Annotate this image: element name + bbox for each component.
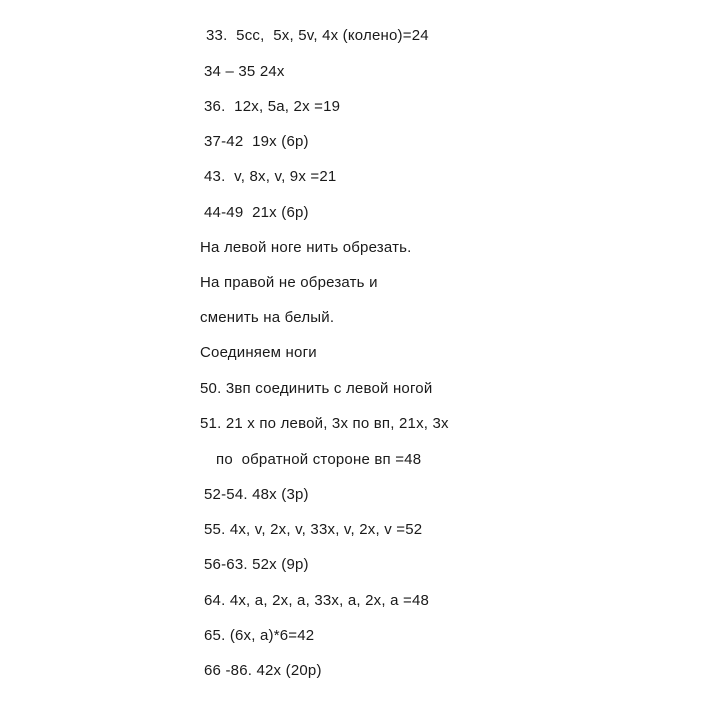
instruction-left-leg: На левой ноге нить обрезать.: [200, 239, 412, 256]
pattern-row-65: 65. (6х, а)*6=42: [204, 627, 315, 644]
pattern-row-33: 33. 5сс, 5х, 5v, 4х (колено)=24: [206, 27, 429, 44]
pattern-row-34-35: 34 – 35 24х: [204, 63, 285, 80]
pattern-row-44-49: 44-49 21х (6р): [204, 204, 309, 221]
pattern-row-36: 36. 12х, 5а, 2х =19: [204, 98, 341, 115]
instruction-change-color: сменить на белый.: [200, 309, 335, 326]
pattern-row-51: 51. 21 х по левой, 3х по вп, 21х, 3х: [200, 415, 449, 432]
pattern-row-52-54: 52-54. 48х (3р): [204, 486, 309, 503]
pattern-row-51-cont: по обратной стороне вп =48: [216, 451, 422, 468]
pattern-row-66-86: 66 -86. 42х (20р): [204, 662, 322, 679]
instruction-join-legs: Соединяем ноги: [200, 344, 317, 361]
pattern-row-37-42: 37-42 19х (6р): [204, 133, 309, 150]
pattern-row-56-63: 56-63. 52х (9р): [204, 556, 309, 573]
pattern-row-50: 50. 3вп соединить с левой ногой: [200, 380, 433, 397]
instruction-right-leg: На правой не обрезать и: [200, 274, 378, 291]
pattern-row-55: 55. 4х, v, 2х, v, 33х, v, 2х, v =52: [204, 521, 423, 538]
pattern-row-64: 64. 4х, а, 2х, а, 33х, а, 2х, а =48: [204, 592, 430, 609]
pattern-row-43: 43. v, 8х, v, 9х =21: [204, 168, 337, 185]
